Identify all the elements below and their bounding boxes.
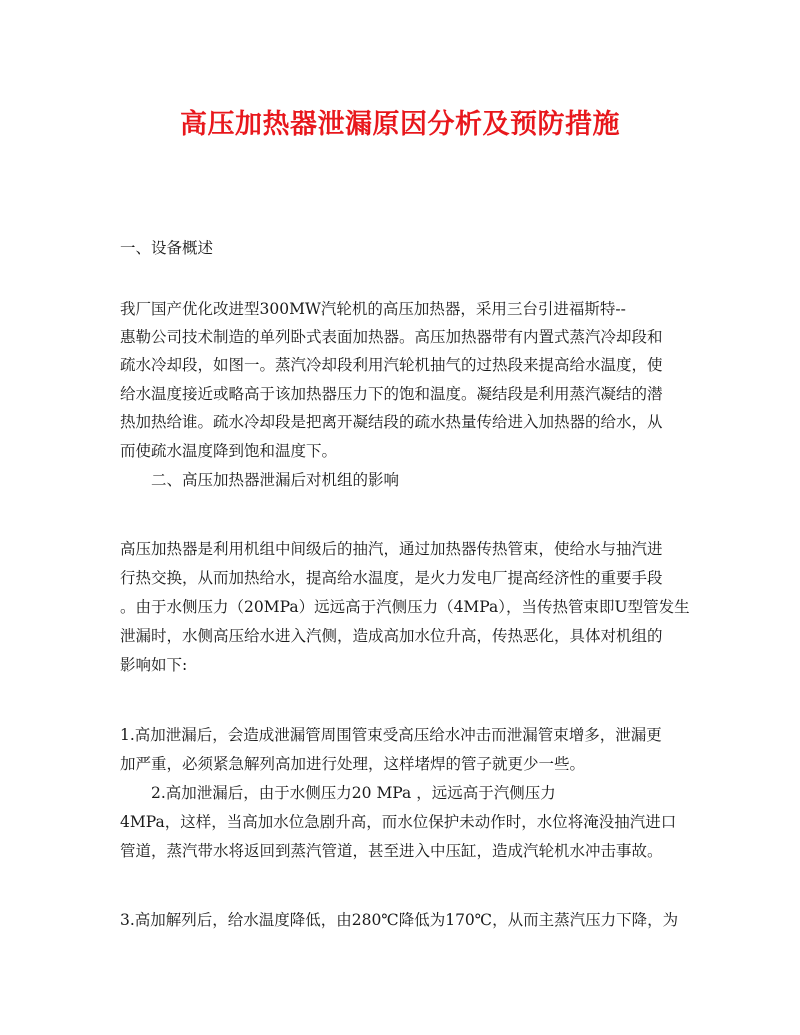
section-heading: 一、设备概述 xyxy=(120,239,214,257)
paragraph-line: 疏水冷却段，如图一。蒸汽冷却段利用汽轮机抽气的过热段来提高给水温度，使 xyxy=(120,356,663,374)
paragraph-line: 高压加热器是利用机组中间级后的抽汽，通过加热器传热管束，使给水与抽汽进 xyxy=(120,540,663,558)
paragraph-line: 我厂国产优化改进型300MW汽轮机的高压加热器，采用三台引进福斯特-- xyxy=(120,300,626,318)
paragraph-line: 而使疏水温度降到饱和温度下。 xyxy=(120,442,338,460)
document-title: 高压加热器泄漏原因分析及预防措施 xyxy=(180,109,620,140)
paragraph-line: 泄漏时，水侧高压给水进入汽侧，造成高加水位升高，传热恶化，具体对机组的 xyxy=(120,627,663,645)
paragraph-line: 2.高加泄漏后，由于水侧压力20 MPa ，远远高于汽侧压力 xyxy=(151,784,556,802)
paragraph-line: 行热交换，从而加热给水，提高给水温度，是火力发电厂提高经济性的重要手段 xyxy=(120,569,663,587)
paragraph-line: 惠勒公司技术制造的单列卧式表面加热器。高压加热器带有内置式蒸汽冷却段和 xyxy=(120,328,663,346)
paragraph-line: 影响如下: xyxy=(120,656,188,674)
section-heading: 二、高压加热器泄漏后对机组的影响 xyxy=(151,471,400,489)
paragraph-line: 热加热给谁。疏水冷却段是把离开凝结段的疏水热量传给进入加热器的给水，从 xyxy=(120,413,663,431)
paragraph-line: 管道，蒸汽带水将返回到蒸汽管道，甚至进入中压缸，造成汽轮机水冲击事故。 xyxy=(120,842,663,860)
paragraph-line: 加严重，必须紧急解列高加进行处理，这样堵焊的管子就更少一些。 xyxy=(120,755,586,773)
paragraph-line: 1.高加泄漏后，会造成泄漏管周围管束受高压给水冲击而泄漏管束增多，泄漏更 xyxy=(120,726,662,744)
paragraph-line: 给水温度接近或略高于该加热器压力下的饱和温度。凝结段是利用蒸汽凝结的潜 xyxy=(120,385,663,403)
paragraph-line: 4MPa，这样，当高加水位急剧升高，而水位保护未动作时，水位将淹没抽汽进口 xyxy=(120,813,677,831)
paragraph-line: 。由于水侧压力（20MPa）远远高于汽侧压力（4MPa），当传热管束即U型管发生 xyxy=(120,598,690,616)
paragraph-line: 3.高加解列后，给水温度降低，由280℃降低为170℃，从而主蒸汽压力下降，为 xyxy=(120,911,679,929)
